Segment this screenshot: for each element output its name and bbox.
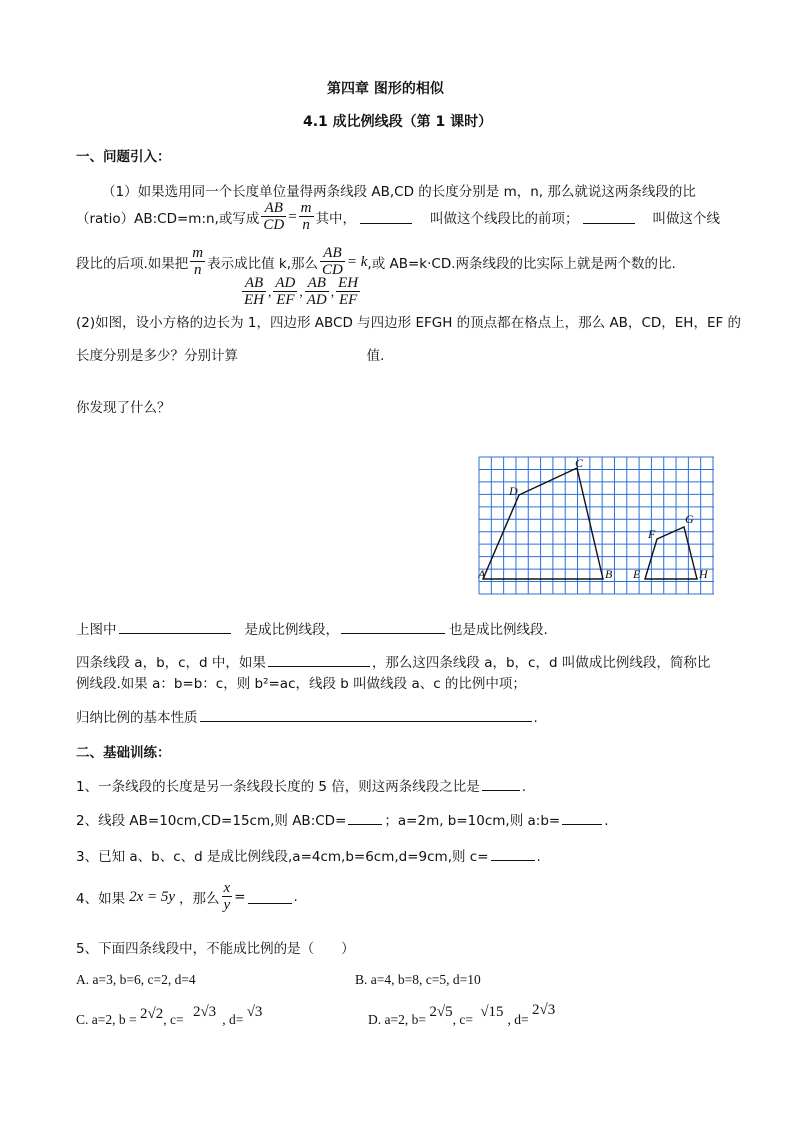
exercise-2-text-b: ；a=2m, b=10cm,则 a:b=	[384, 813, 561, 829]
vertex-label-f: F	[648, 527, 656, 541]
option-c-d-value: √3	[246, 1004, 263, 1020]
exercise-4-equation: 2x = 5y	[129, 888, 176, 905]
property-line	[76, 706, 538, 726]
fraction-ab-cd	[261, 200, 286, 234]
property-a: 归纳比例的基本性质	[76, 710, 198, 726]
q1-line1: （1）如果选用同一个长度单位量得两条线段 AB,CD 的长度分别是 m，n, 那么就说这两条线段的比	[102, 184, 696, 200]
fraction-denominator: n	[193, 262, 202, 278]
fraction-denominator: EH	[244, 292, 264, 308]
fraction-numerator: AB	[242, 275, 266, 292]
exercise-4-eq: =	[234, 889, 246, 905]
fraction-ab-ad	[305, 275, 329, 309]
four-segments-line1	[76, 651, 710, 671]
answer-blank-proportional-1[interactable]	[119, 620, 231, 634]
vertex-label-d: D	[509, 484, 518, 498]
fraction-denominator: n	[302, 217, 310, 233]
q1-line2-c: 叫做这个线段比的前项；	[430, 211, 579, 227]
option-c-d-label: , d=	[222, 1012, 244, 1027]
exercise-2-text: 2、线段 AB=10cm,CD=15cm,则 AB:CD=	[76, 813, 347, 829]
option-d[interactable]	[368, 1002, 556, 1029]
exercise-5: 5、下面四条线段中，不能成比例的是（ ）	[76, 941, 355, 957]
page-title: 第四章 图形的相似	[327, 81, 444, 97]
answer-blank-ex4[interactable]	[248, 890, 292, 904]
fig-line-a: 上图中	[76, 622, 117, 638]
exercise-1-text: 1、一条线段的长度是另一条线段长度的 5 倍，则这两条线段之比是	[76, 779, 480, 795]
quadrilateral-abcd	[483, 468, 603, 579]
option-c[interactable]	[76, 1004, 263, 1029]
fraction-eh-ef	[336, 275, 360, 309]
fraction-numerator: AD	[275, 275, 296, 291]
fraction-numerator: m	[300, 200, 312, 216]
fraction-denominator: EF	[276, 292, 295, 308]
fraction-denominator: CD	[263, 217, 285, 233]
exercise-4	[76, 880, 298, 914]
option-c-c-value: 2√3	[192, 1004, 217, 1020]
option-d-b-value: 2√5	[429, 1004, 453, 1020]
fraction-denominator: y	[223, 897, 231, 913]
answer-blank-ex2-b[interactable]	[562, 811, 602, 825]
fraction-denominator: CD	[322, 262, 343, 278]
vertex-label-b: B	[605, 567, 613, 581]
answer-blank-ex2-a[interactable]	[348, 811, 382, 825]
fraction-numerator: EH	[338, 275, 359, 291]
fraction-numerator: AB	[305, 275, 329, 292]
fraction-numerator: AB	[261, 200, 286, 217]
property-b: .	[533, 710, 538, 726]
q2-line2-a: 长度分别是多少？分别计算	[76, 348, 238, 364]
fraction-x-y	[222, 880, 233, 914]
grid-figure	[478, 456, 716, 596]
fraction-m-n	[299, 200, 314, 234]
exercise-3	[76, 845, 541, 865]
vertex-label-g: G	[685, 512, 694, 526]
fig-line-b: 是成比例线段，	[244, 622, 339, 638]
option-b[interactable]: B. a=4, b=8, c=5, d=10	[355, 972, 481, 987]
exercise-4-text-b: ，那么	[179, 891, 220, 907]
answer-blank-condition[interactable]	[268, 653, 370, 667]
fraction-ad-ef	[273, 275, 297, 309]
answer-blank-property[interactable]	[200, 708, 532, 722]
vertex-label-h: H	[699, 567, 708, 581]
exercise-3-end: .	[536, 849, 541, 865]
fraction-numerator: x	[223, 880, 231, 896]
fraction-numerator: m	[192, 245, 204, 261]
vertex-label-e: E	[633, 567, 641, 581]
fig-line-c: 也是成比例线段.	[449, 622, 548, 638]
option-d-d-label: , d=	[507, 1012, 529, 1027]
option-d-prefix: D. a=2, b=	[368, 1012, 426, 1027]
q1-line3	[76, 245, 676, 279]
answer-blank-front-term[interactable]	[360, 210, 412, 224]
discover-question: 你发现了什么？	[76, 400, 171, 416]
exercise-3-text: 3、已知 a、b、c、d 是成比例线段,a=4cm,b=6cm,d=9cm,则 c=	[76, 849, 489, 865]
exercise-1-end: .	[521, 779, 527, 795]
q2-line2-b: 值.	[366, 348, 385, 364]
section2-heading: 二、基础训练：	[76, 745, 171, 761]
q1-line2-a: （ratio）AB:CD=m:n,或写成	[76, 211, 260, 227]
four-b: ，那么这四条线段 a，b，c，d 叫做成比例线段，简称比	[371, 655, 711, 671]
fraction-denominator: EF	[338, 292, 358, 308]
exercise-1	[76, 775, 526, 795]
fraction-numerator: AB	[320, 245, 345, 262]
answer-blank-ex3[interactable]	[491, 847, 535, 861]
fraction-denominator: AD	[306, 292, 327, 308]
q1-line3-b: 表示成比值 k,那么	[207, 256, 319, 272]
vertex-label-a: A	[478, 567, 486, 581]
option-d-c-label: , c=	[452, 1012, 473, 1027]
equals-k: = k	[346, 253, 368, 270]
four-segments-line2: 例线段.如果 a：b=b：c，则 b²=ac，线段 b 叫做线段 a、c 的比例中项；	[76, 676, 526, 692]
q1-line2-b: 其中，	[315, 211, 357, 227]
q1-line2	[76, 200, 720, 234]
option-d-d-value: 2√3	[532, 1002, 556, 1018]
option-a[interactable]: A. a=3, b=6, c=2, d=4	[76, 972, 196, 987]
fraction-ab-eh	[242, 275, 266, 309]
section1-heading: 一、问题引入：	[76, 149, 171, 165]
four-a: 四条线段 a，b，c，d 中，如果	[76, 655, 266, 671]
figure-conclusion-line	[76, 618, 548, 638]
q2-line1: (2)如图，设小方格的边长为 1，四边形 ABCD 与四边形 EFGH 的顶点都在格点上，那么 AB，CD，EH，EF 的	[76, 315, 742, 331]
option-c-prefix: C. a=2, b =	[76, 1012, 137, 1027]
vertex-label-c: C	[575, 456, 584, 470]
option-d-c-value: √15	[480, 1004, 504, 1020]
answer-blank-back-term[interactable]	[583, 210, 635, 224]
equals-sign: =	[288, 208, 297, 225]
option-c-c-label: , c=	[163, 1012, 184, 1027]
page-subtitle: 4.1 成比例线段（第 1 课时）	[303, 114, 493, 130]
fraction-ab-cd-2	[320, 245, 345, 279]
exercise-4-end: .	[293, 889, 298, 905]
answer-blank-proportional-2[interactable]	[341, 620, 445, 634]
q1-line3-a: 段比的后项.如果把	[76, 256, 189, 272]
q1-line3-c: ,或 AB=k·CD.两条线段的比实际上就是两个数的比.	[367, 256, 676, 272]
option-c-b-value: 2√2	[139, 1006, 164, 1022]
fractions-row: $\frac{AB}{EH}$ , $\frac{AD}{EF}$ , $\frac{AB}{AD}$ , $\frac{EH}{EF}$	[244, 275, 359, 308]
fraction-m-n-2	[190, 245, 205, 279]
q2-line2	[76, 344, 384, 364]
exercise-2	[76, 809, 609, 829]
answer-blank-ex1[interactable]	[482, 777, 520, 791]
exercise-2-end: .	[604, 813, 609, 829]
exercise-4-text: 4、如果	[76, 891, 126, 907]
grid-lines	[479, 457, 714, 594]
q1-line2-d: 叫做这个线	[652, 211, 721, 227]
